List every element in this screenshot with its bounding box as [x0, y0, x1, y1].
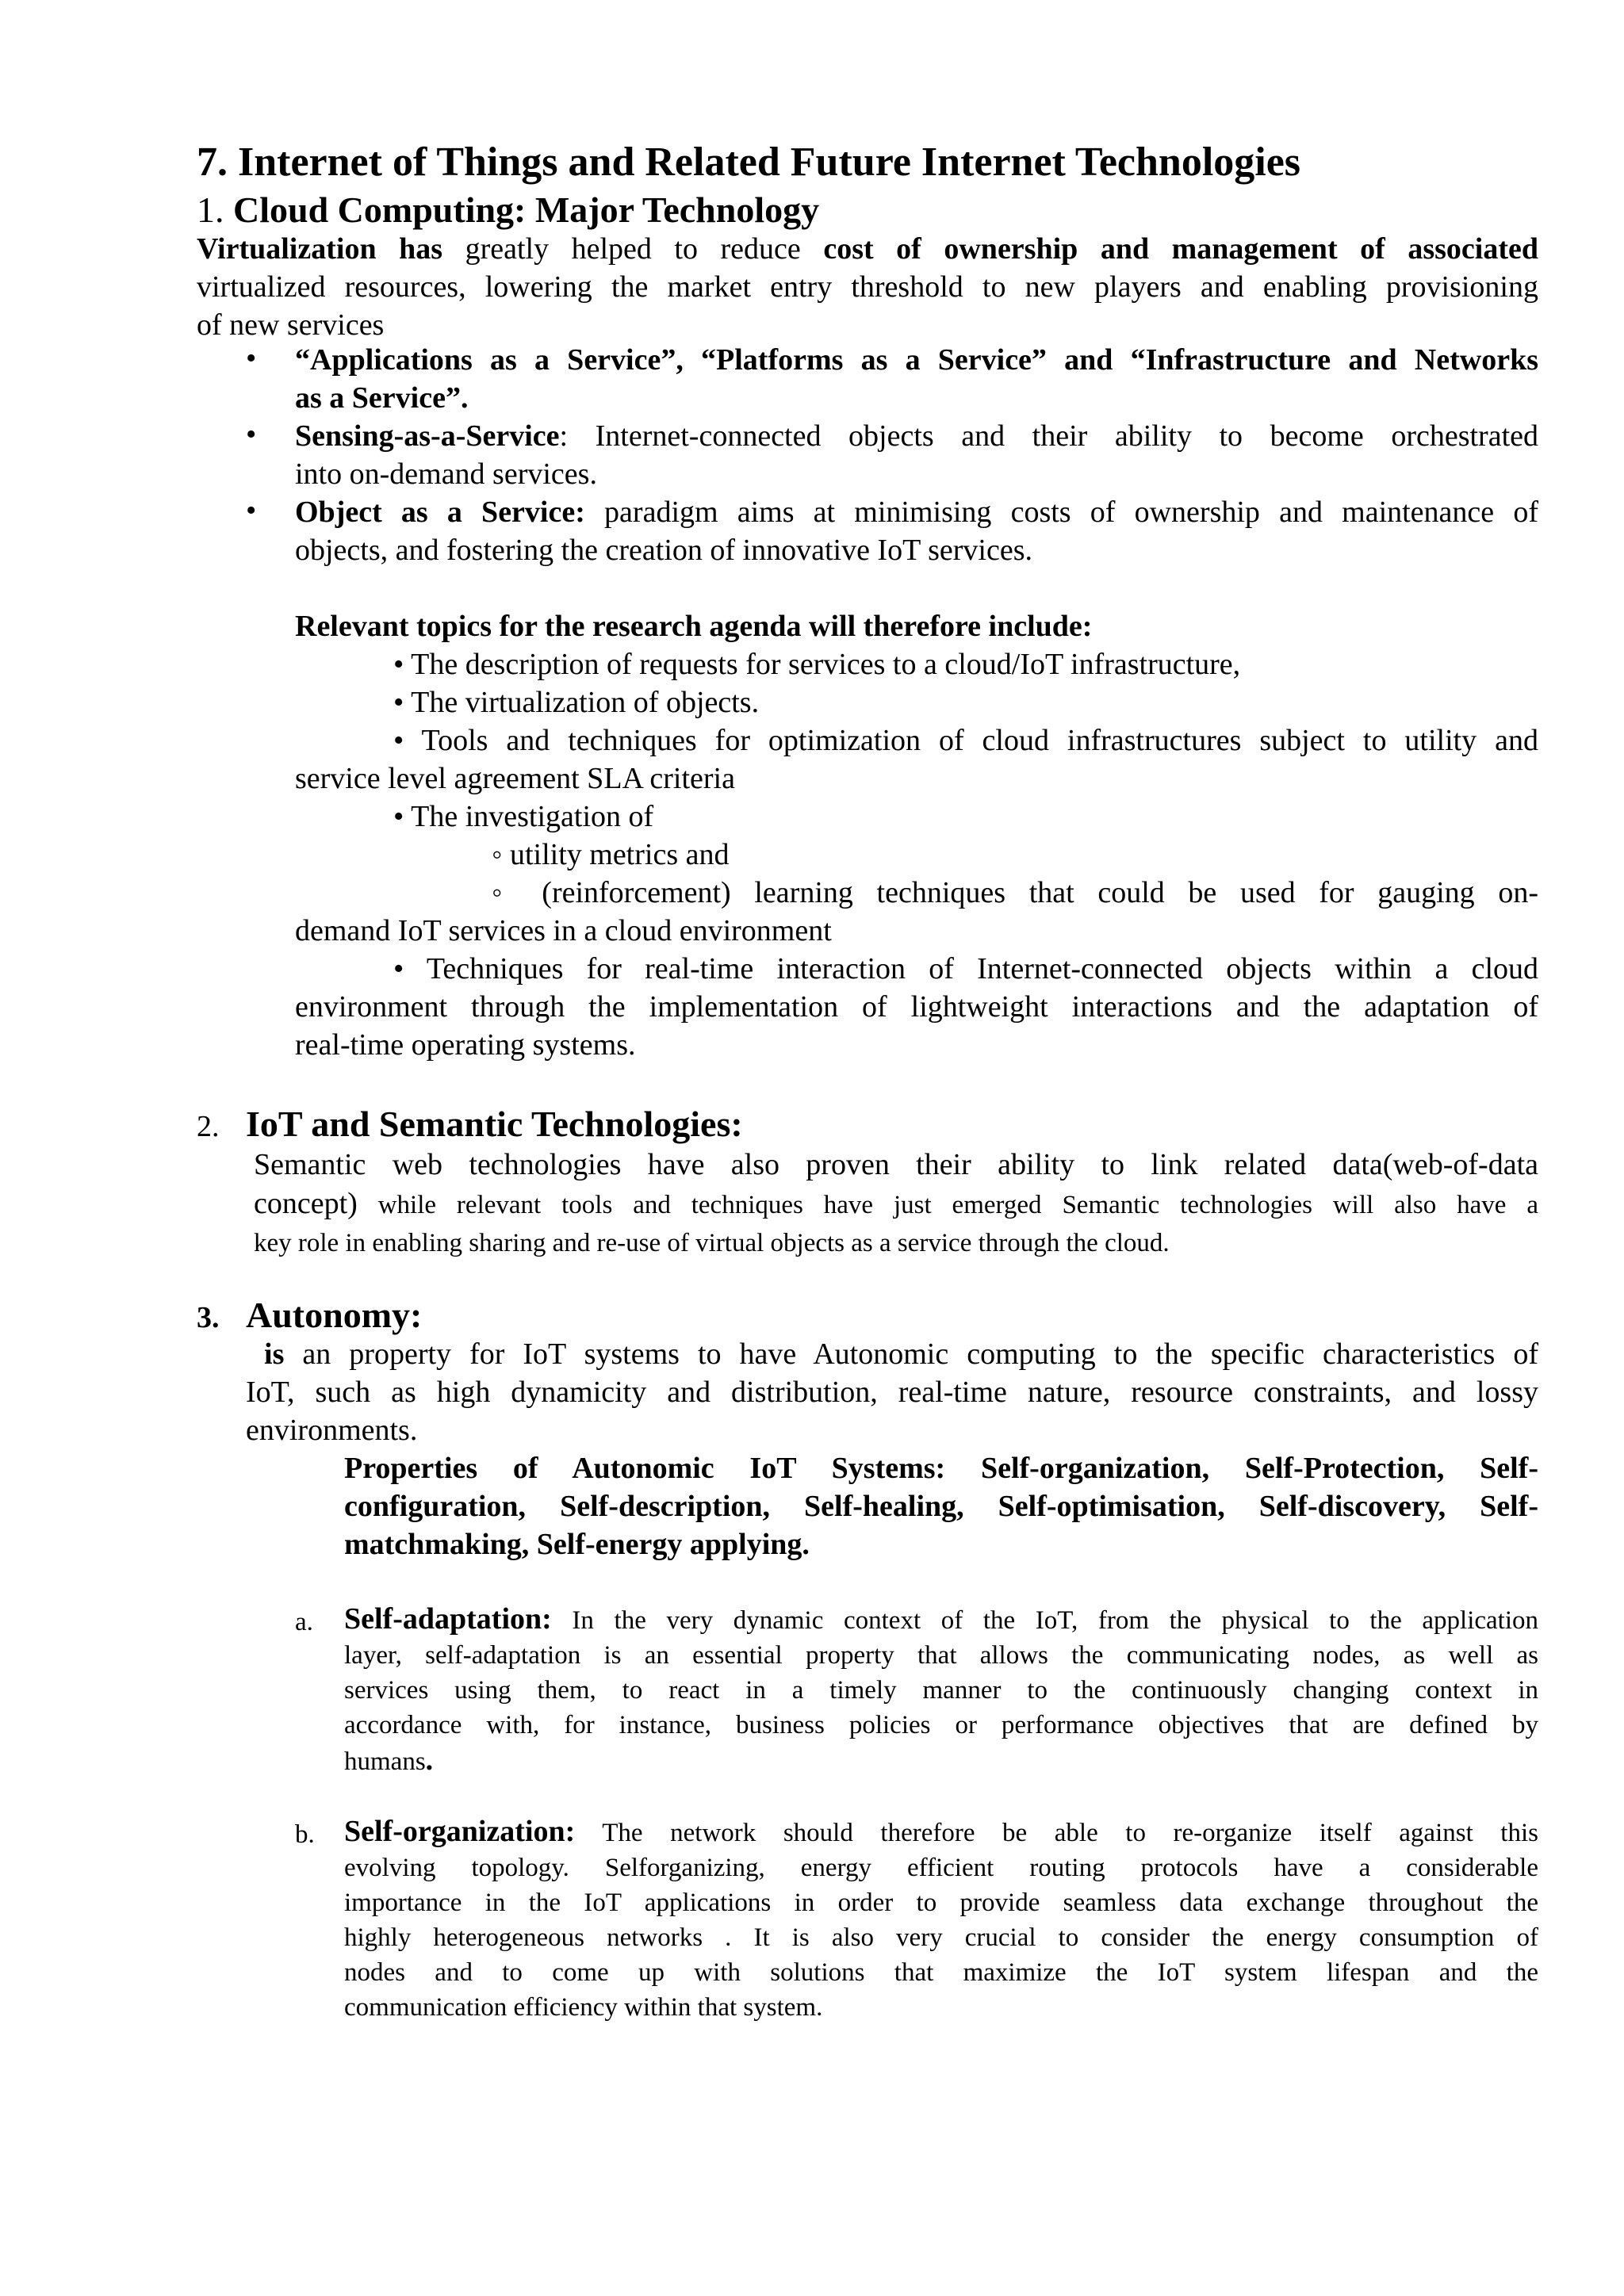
item-self-organization	[344, 1814, 1538, 2025]
topic-4a: ◦ utility metrics and	[492, 838, 730, 871]
intro-bold-2: cost of ownership and management of associated	[823, 232, 1538, 266]
section3-is: is	[264, 1337, 285, 1371]
section1-heading	[197, 186, 819, 235]
bullet-item-services	[295, 341, 1538, 417]
item-a-line-5-period: .	[425, 1743, 434, 1777]
autonomic-properties	[344, 1449, 1538, 1563]
section2-body	[254, 1145, 1538, 1262]
section1-intro	[197, 230, 1538, 344]
item-b-line-6: communication efficiency within that system.	[344, 1993, 823, 2022]
item-b-line-2: evolving topology. Selforganizing, energy efficient routing protocols have a considerable	[344, 1854, 1538, 1882]
topic-4: • The investigation of	[393, 800, 654, 833]
item-a-line-3: services using them, to react in a timely manner to the continuously changing context in	[344, 1676, 1538, 1705]
section3-title: Autonomy:	[246, 1295, 423, 1335]
section1-title: Cloud Computing: Major Technology	[233, 189, 820, 230]
section2-line-1: Semantic web technologies have also proven their ability to link related data(web-of-data	[254, 1148, 1538, 1181]
topics-block	[295, 607, 1538, 1064]
item-a-line-5: humans	[344, 1747, 426, 1776]
section1-number: 1.	[197, 189, 224, 230]
props-line-3: matchmaking, Self-energy applying.	[344, 1528, 810, 1561]
item-self-adaptation	[344, 1601, 1538, 1779]
item-a-letter: a.	[295, 1608, 313, 1636]
topic-5-line-1: • Techniques for real-time interaction of Internet-connected objects within a cloud	[393, 952, 1538, 985]
section2-title: IoT and Semantic Technologies:	[246, 1104, 743, 1144]
bullet-mark: •	[246, 494, 257, 527]
topic-5-line-3: real-time operating systems.	[295, 1028, 636, 1062]
topic-4b-line-2: demand IoT services in a cloud environment	[295, 914, 832, 947]
bullet-0-line-2: as a Service”.	[295, 381, 469, 415]
item-a-title: Self-adaptation:	[344, 1602, 552, 1636]
section3-line-1: an property for IoT systems to have Autonomic computing to the specific characteristics of	[284, 1337, 1538, 1371]
props-line-1: Properties of Autonomic IoT Systems: Self-organization, Self-Protection, Self-	[344, 1452, 1538, 1485]
item-b-line-5: nodes and to come up with solutions that maximize the IoT system lifespan and the	[344, 1958, 1538, 1987]
props-line-2: configuration, Self-description, Self-healing, Self-optimisation, Self-discovery, Self-	[344, 1490, 1538, 1523]
bullet-1-bold: Sensing-as-a-Service	[295, 419, 560, 453]
topic-1: • The description of requests for services to a cloud/IoT infrastructure,	[393, 648, 1241, 681]
intro-line-3: of new services	[197, 308, 385, 342]
section2-line-2b: while relevant tools and techniques have just emerged Semantic technologies will also have a	[357, 1191, 1538, 1219]
section2-number: 2.	[197, 1110, 220, 1143]
section2-line-3: key role in enabling sharing and re-use of virtual objects as a service through the cloud.	[254, 1229, 1170, 1257]
section3-number: 3.	[197, 1301, 220, 1334]
item-a-line-1: In the very dynamic context of the IoT, from the physical to the application	[551, 1606, 1538, 1635]
intro-line-2: virtualized resources, lowering the market entry threshold to new players and enabling provisioning	[197, 270, 1538, 304]
bullet-2-line-1: paradigm aims at minimising costs of ownership and maintenance of	[584, 496, 1538, 529]
bullet-1-line-1: : Internet-connected objects and their ability to become orchestrated	[559, 419, 1538, 453]
item-b-letter: b.	[295, 1820, 315, 1849]
section3-line-2: IoT, such as high dynamicity and distribution, real-time nature, resource constraints, and lossy	[246, 1376, 1538, 1409]
section2-line-2a: concept)	[254, 1187, 358, 1220]
bullet-mark: •	[246, 342, 257, 375]
bullet-0-line-1: “Applications as a Service”, “Platforms as a Service” and “Infrastructure and Networks	[295, 343, 1538, 377]
section3-body	[246, 1335, 1538, 1449]
topics-heading: Relevant topics for the research agenda will therefore include:	[295, 610, 1093, 643]
topic-2: • The virtualization of objects.	[393, 686, 760, 719]
page-title-text: Internet of Things and Related Future Internet Technologies	[238, 140, 1301, 185]
bullet-1-line-2: into on-demand services.	[295, 457, 597, 491]
section3-line-3: environments.	[246, 1414, 418, 1447]
topic-3-line-2: service level agreement SLA criteria	[295, 762, 735, 795]
topic-4b-line-1: ◦ (reinforcement) learning techniques that could be used for gauging on-	[492, 876, 1538, 909]
intro-bold-1: Virtualization has	[197, 232, 443, 266]
item-a-line-4: accordance with, for instance, business policies or performance objectives that are defined by	[344, 1711, 1538, 1739]
item-b-line-1: The network should therefore be able to re-organize itself against this	[575, 1819, 1538, 1847]
bullet-2-bold: Object as a Service:	[295, 496, 585, 529]
topic-5-line-2: environment through the implementation of lightweight interactions and the adaptation of	[295, 990, 1538, 1024]
bullet-item-object	[295, 493, 1538, 569]
item-b-line-3: importance in the IoT applications in order to provide seamless data exchange throughout the	[344, 1888, 1538, 1917]
bullet-mark: •	[246, 418, 257, 451]
page-title	[197, 135, 1300, 190]
item-b-line-4: highly heterogeneous networks . It is also very crucial to consider the energy consumption of	[344, 1923, 1538, 1952]
item-a-line-2: layer, self-adaptation is an essential property that allows the communicating nodes, as well as	[344, 1641, 1538, 1670]
intro-text-1: greatly helped to reduce	[442, 232, 824, 266]
item-b-title: Self-organization:	[344, 1815, 576, 1848]
bullet-2-line-2: objects, and fostering the creation of innovative IoT services.	[295, 534, 1032, 567]
topic-3-line-1: • Tools and techniques for optimization of cloud infrastructures subject to utility and	[393, 724, 1538, 757]
bullet-item-sensing	[295, 417, 1538, 493]
page-title-number: 7.	[197, 140, 228, 185]
